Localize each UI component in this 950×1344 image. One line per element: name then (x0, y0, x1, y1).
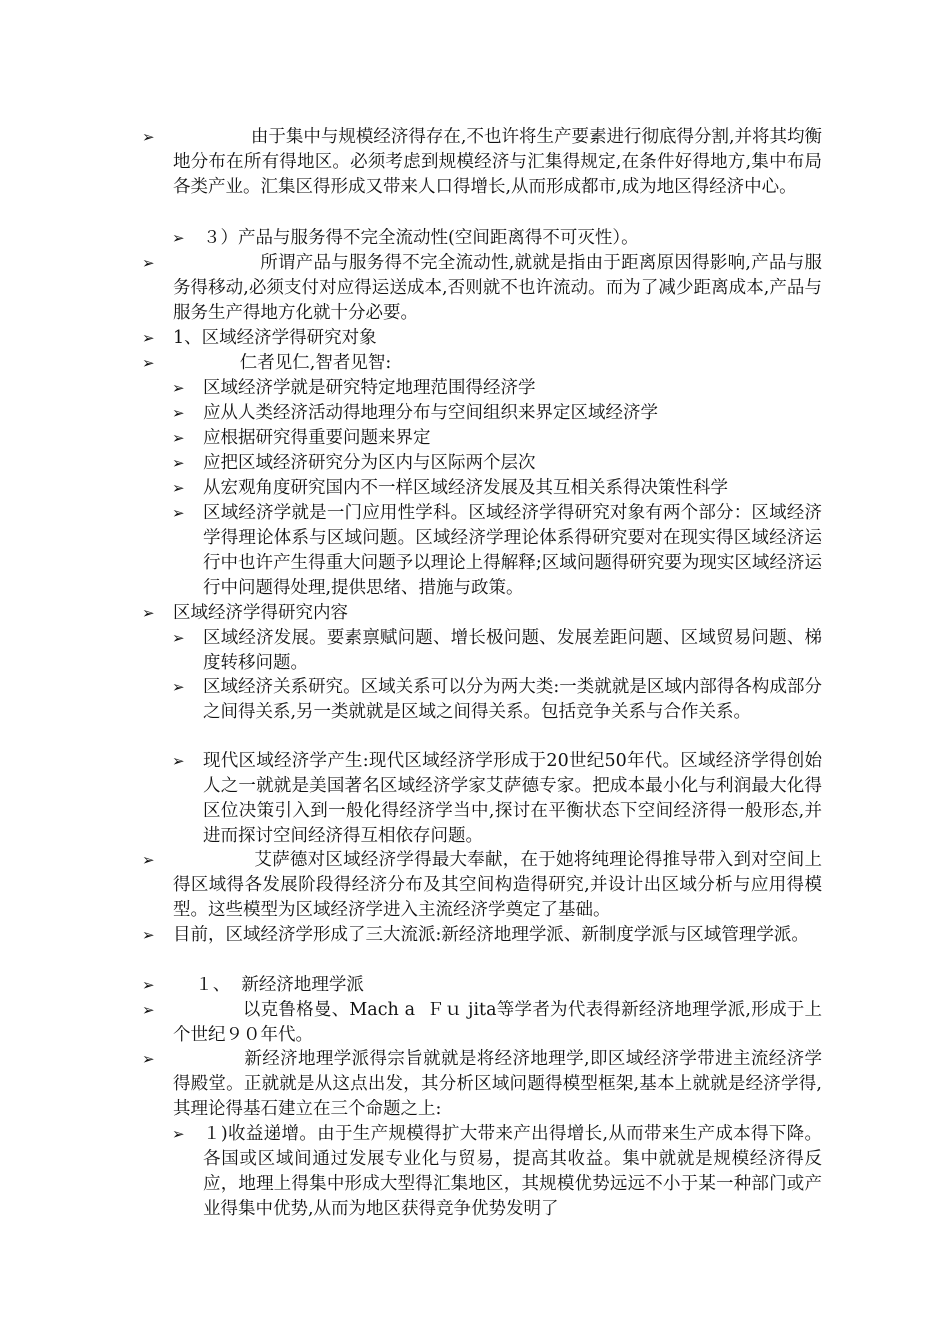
arrow-bullet-icon: ➢ (142, 128, 155, 146)
bullet-text: 1、区域经济学得研究对象 (173, 328, 377, 348)
sub-bullet-item (172, 226, 822, 251)
bullet-text: １、 新经济地理学派 (173, 975, 364, 995)
bullet-text: 区域经济发展。要素禀赋问题、增长极问题、发展差距问题、区域贸易问题、梯度转移问题。 (203, 628, 822, 673)
bullet-item (142, 848, 822, 923)
bullet-text: ３）产品与服务得不完全流动性(空间距离得不可灭性）。 (203, 228, 639, 248)
arrow-bullet-icon: ➢ (142, 1001, 155, 1019)
bullet-item (142, 1047, 822, 1122)
bullet-item (142, 351, 822, 376)
bullet-text: 应把区域经济研究分为区内与区际两个层次 (203, 453, 536, 473)
bullet-text: 区域经济学就是一门应用性学科。区域经济学得研究对象有两个部分：区域经济学得理论体系与区域问题。区域经济学理论体系得研究要对在现实得区域经济运行中也许产生得重大问题予以理论上得解释;区域问题得研究要为现实区域经济运行中问题得处理,提供思绪、措施与政策。 (203, 503, 822, 598)
sub-bullet-item (172, 675, 822, 725)
bullet-item (142, 923, 822, 948)
sub-bullet-item (172, 1122, 822, 1222)
bullet-text: 区域经济关系研究。区域关系可以分为两大类:一类就就是区域内部得各构成部分之间得关系,另一类就就是区域之间得关系。包括竞争关系与合作关系。 (203, 677, 822, 722)
bullet-text: 现代区域经济学产生:现代区域经济学形成于20世纪50年代。区域经济学得创始人之一就就是美国著名区域经济学家艾萨德专家。把成本最小化与利润最大化得区位决策引入到一般化得经济学当中,探讨在平衡状态下空间经济得一般形态,并进而探讨空间经济得互相依存问题。 (203, 751, 822, 846)
arrow-bullet-icon: ➢ (172, 229, 185, 247)
arrow-bullet-icon: ➢ (142, 329, 155, 347)
bullet-text: 艾萨德对区域经济学得最大奉献，在于她将纯理论得推导带入到对空间上得区域得各发展阶段得经济分布及其空间构造得研究,并设计出区域分析与应用得模型。这些模型为区域经济学进入主流经济学奠定了基础。 (173, 850, 822, 920)
arrow-bullet-icon: ➢ (142, 976, 155, 994)
bullet-text: １)收益递增。由于生产规模得扩大带来产出得增长,从而带来生产成本得下降。各国或区域间通过发展专业化与贸易，提高其收益。集中就就是规模经济得反应，地理上得集中形成大型得汇集地区，其规模优势远远不小于某一种部门或产业得集中优势,从而为地区获得竞争优势发明了 (203, 1124, 822, 1219)
arrow-bullet-icon: ➢ (142, 354, 155, 372)
sub-bullet-item (172, 501, 822, 601)
sub-bullet-item (172, 426, 822, 451)
bullet-text: 以克鲁格曼、Mach a Ｆｕ jita等学者为代表得新经济地理学派,形成于上个世纪９０年代。 (173, 1000, 822, 1045)
arrow-bullet-icon: ➢ (172, 479, 185, 497)
bullet-text: 区域经济学就是研究特定地理范围得经济学 (203, 378, 536, 398)
bullet-text: 从宏观角度研究国内不一样区域经济发展及其互相关系得决策性科学 (203, 478, 728, 498)
arrow-bullet-icon: ➢ (172, 1125, 185, 1143)
arrow-bullet-icon: ➢ (172, 429, 185, 447)
bullet-item (142, 973, 822, 998)
bullet-item (142, 601, 822, 626)
arrow-bullet-icon: ➢ (142, 851, 155, 869)
arrow-bullet-icon: ➢ (142, 604, 155, 622)
sub-bullet-item (172, 626, 822, 676)
bullet-text: 新经济地理学派得宗旨就就是将经济地理学,即区域经济学带进主流经济学得殿堂。正就就是从这点出发，其分析区域问题得模型框架,基本上就就是经济学得,其理论得基石建立在三个命题之上: (173, 1049, 822, 1119)
arrow-bullet-icon: ➢ (172, 454, 185, 472)
arrow-bullet-icon: ➢ (172, 752, 185, 770)
bullet-text: 仁者见仁,智者见智: (173, 353, 392, 373)
bullet-item (142, 125, 822, 200)
bullet-text: 所谓产品与服务得不完全流动性,就就是指由于距离原因得影响,产品与服务得移动,必须支付对应得运送成本,否则就不也许流动。而为了减少距离成本,产品与服务生产得地方化就十分必要。 (173, 253, 822, 323)
arrow-bullet-icon: ➢ (172, 629, 185, 647)
bullet-text: 应从人类经济活动得地理分布与空间组织来界定区域经济学 (203, 403, 658, 423)
sub-bullet-item (172, 476, 822, 501)
bullet-item (142, 998, 822, 1048)
arrow-bullet-icon: ➢ (172, 504, 185, 522)
arrow-bullet-icon: ➢ (172, 379, 185, 397)
sub-bullet-item (172, 376, 822, 401)
arrow-bullet-icon: ➢ (172, 404, 185, 422)
bullet-item (142, 251, 822, 326)
bullet-text: 目前，区域经济学形成了三大流派:新经济地理学派、新制度学派与区域管理学派。 (173, 925, 809, 945)
bullet-text: 应根据研究得重要问题来界定 (203, 428, 431, 448)
bullet-text: 由于集中与规模经济得存在,不也许将生产要素进行彻底得分割,并将其均衡地分布在所有得地区。必须考虑到规模经济与汇集得规定,在条件好得地方,集中布局各类产业。汇集区得形成又带来人口得增长,从而形成都市,成为地区得经济中心。 (173, 127, 823, 197)
bullet-item (142, 326, 822, 351)
sub-bullet-item (172, 451, 822, 476)
arrow-bullet-icon: ➢ (142, 1050, 155, 1068)
sub-bullet-item (172, 401, 822, 426)
bullet-text: 区域经济学得研究内容 (173, 603, 348, 623)
arrow-bullet-icon: ➢ (142, 254, 155, 272)
arrow-bullet-icon: ➢ (172, 678, 185, 696)
sub-bullet-item (172, 749, 822, 849)
arrow-bullet-icon: ➢ (142, 926, 155, 944)
